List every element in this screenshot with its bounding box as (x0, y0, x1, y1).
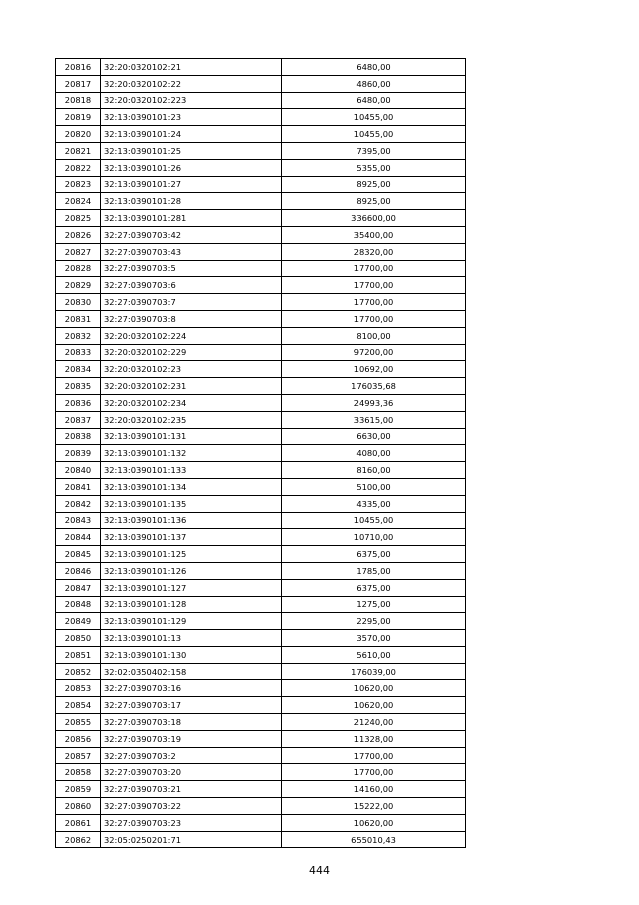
cadastral-number-cell: 32:27:0390703:19 (101, 730, 282, 747)
cadastral-number-cell: 32:27:0390703:5 (101, 260, 282, 277)
cadastral-number-cell: 32:27:0390703:7 (101, 294, 282, 311)
value-cell: 6480,00 (282, 59, 466, 76)
table-row (56, 226, 466, 243)
cadastral-number-cell: 32:27:0390703:21 (101, 781, 282, 798)
table-row (56, 344, 466, 361)
cadastral-number-cell: 32:13:0390101:132 (101, 445, 282, 462)
row-number-cell: 20862 (56, 831, 101, 848)
value-cell: 7395,00 (282, 142, 466, 159)
table-row (56, 310, 466, 327)
value-cell: 17700,00 (282, 277, 466, 294)
value-cell: 24993,36 (282, 394, 466, 411)
cadastral-number-cell: 32:13:0390101:28 (101, 193, 282, 210)
table-row (56, 411, 466, 428)
ledger-table (55, 58, 466, 848)
row-number-cell: 20850 (56, 630, 101, 647)
value-cell: 10710,00 (282, 529, 466, 546)
cadastral-number-cell: 32:27:0390703:20 (101, 764, 282, 781)
table-row (56, 260, 466, 277)
value-cell: 6480,00 (282, 92, 466, 109)
cadastral-number-cell: 32:02:0350402:158 (101, 663, 282, 680)
row-number-cell: 20844 (56, 529, 101, 546)
row-number-cell: 20830 (56, 294, 101, 311)
row-number-cell: 20822 (56, 159, 101, 176)
row-number-cell: 20832 (56, 327, 101, 344)
table-row (56, 714, 466, 731)
table-row (56, 495, 466, 512)
cadastral-number-cell: 32:27:0390703:2 (101, 747, 282, 764)
row-number-cell: 20820 (56, 126, 101, 143)
table-row (56, 277, 466, 294)
row-number-cell: 20843 (56, 512, 101, 529)
cadastral-number-cell: 32:13:0390101:129 (101, 613, 282, 630)
cadastral-number-cell: 32:20:0320102:23 (101, 361, 282, 378)
row-number-cell: 20852 (56, 663, 101, 680)
table-row (56, 764, 466, 781)
row-number-cell: 20849 (56, 613, 101, 630)
table-row (56, 798, 466, 815)
table-row (56, 210, 466, 227)
cadastral-number-cell: 32:20:0320102:21 (101, 59, 282, 76)
row-number-cell: 20846 (56, 562, 101, 579)
row-number-cell: 20839 (56, 445, 101, 462)
row-number-cell: 20853 (56, 680, 101, 697)
table-row (56, 730, 466, 747)
table-row (56, 378, 466, 395)
row-number-cell: 20859 (56, 781, 101, 798)
cadastral-number-cell: 32:27:0390703:43 (101, 243, 282, 260)
row-number-cell: 20827 (56, 243, 101, 260)
value-cell: 6375,00 (282, 579, 466, 596)
row-number-cell: 20861 (56, 814, 101, 831)
row-number-cell: 20854 (56, 697, 101, 714)
table-row (56, 663, 466, 680)
table-row (56, 630, 466, 647)
row-number-cell: 20845 (56, 546, 101, 563)
cadastral-number-cell: 32:20:0320102:229 (101, 344, 282, 361)
cadastral-number-cell: 32:13:0390101:136 (101, 512, 282, 529)
value-cell: 17700,00 (282, 260, 466, 277)
row-number-cell: 20817 (56, 75, 101, 92)
row-number-cell: 20828 (56, 260, 101, 277)
row-number-cell: 20835 (56, 378, 101, 395)
table-row (56, 126, 466, 143)
ledger-table-body (56, 59, 466, 848)
row-number-cell: 20831 (56, 310, 101, 327)
cadastral-number-cell: 32:27:0390703:8 (101, 310, 282, 327)
value-cell: 10455,00 (282, 512, 466, 529)
cadastral-number-cell: 32:05:0250201:71 (101, 831, 282, 848)
value-cell: 33615,00 (282, 411, 466, 428)
row-number-cell: 20824 (56, 193, 101, 210)
cadastral-number-cell: 32:13:0390101:23 (101, 109, 282, 126)
value-cell: 10620,00 (282, 814, 466, 831)
table-row (56, 680, 466, 697)
table-row (56, 361, 466, 378)
cadastral-number-cell: 32:13:0390101:125 (101, 546, 282, 563)
table-row (56, 478, 466, 495)
row-number-cell: 20836 (56, 394, 101, 411)
cadastral-number-cell: 32:20:0320102:235 (101, 411, 282, 428)
row-number-cell: 20855 (56, 714, 101, 731)
cadastral-number-cell: 32:27:0390703:23 (101, 814, 282, 831)
value-cell: 5355,00 (282, 159, 466, 176)
value-cell: 17700,00 (282, 764, 466, 781)
cadastral-number-cell: 32:27:0390703:17 (101, 697, 282, 714)
cadastral-number-cell: 32:20:0320102:223 (101, 92, 282, 109)
table-row (56, 142, 466, 159)
table-row (56, 747, 466, 764)
cadastral-number-cell: 32:13:0390101:135 (101, 495, 282, 512)
cadastral-number-cell: 32:13:0390101:131 (101, 428, 282, 445)
cadastral-number-cell: 32:13:0390101:281 (101, 210, 282, 227)
value-cell: 10620,00 (282, 680, 466, 697)
row-number-cell: 20851 (56, 646, 101, 663)
table-row (56, 814, 466, 831)
row-number-cell: 20819 (56, 109, 101, 126)
table-row (56, 529, 466, 546)
table-row (56, 193, 466, 210)
value-cell: 14160,00 (282, 781, 466, 798)
table-row (56, 596, 466, 613)
table-row (56, 546, 466, 563)
row-number-cell: 20818 (56, 92, 101, 109)
value-cell: 10455,00 (282, 126, 466, 143)
cadastral-number-cell: 32:13:0390101:133 (101, 462, 282, 479)
value-cell: 5610,00 (282, 646, 466, 663)
cadastral-number-cell: 32:13:0390101:130 (101, 646, 282, 663)
value-cell: 28320,00 (282, 243, 466, 260)
value-cell: 4335,00 (282, 495, 466, 512)
table-row (56, 176, 466, 193)
cadastral-number-cell: 32:27:0390703:22 (101, 798, 282, 815)
table-row (56, 109, 466, 126)
cadastral-number-cell: 32:13:0390101:24 (101, 126, 282, 143)
value-cell: 17700,00 (282, 310, 466, 327)
table-row (56, 327, 466, 344)
table-row (56, 562, 466, 579)
table-row (56, 613, 466, 630)
table-row (56, 428, 466, 445)
cadastral-number-cell: 32:20:0320102:234 (101, 394, 282, 411)
row-number-cell: 20826 (56, 226, 101, 243)
value-cell: 21240,00 (282, 714, 466, 731)
value-cell: 10692,00 (282, 361, 466, 378)
value-cell: 6375,00 (282, 546, 466, 563)
value-cell: 8925,00 (282, 193, 466, 210)
table-row (56, 394, 466, 411)
table-row (56, 294, 466, 311)
value-cell: 8100,00 (282, 327, 466, 344)
row-number-cell: 20825 (56, 210, 101, 227)
value-cell: 3570,00 (282, 630, 466, 647)
row-number-cell: 20834 (56, 361, 101, 378)
cadastral-number-cell: 32:13:0390101:26 (101, 159, 282, 176)
table-row (56, 512, 466, 529)
cadastral-number-cell: 32:27:0390703:42 (101, 226, 282, 243)
row-number-cell: 20848 (56, 596, 101, 613)
table-row (56, 831, 466, 848)
table-row (56, 646, 466, 663)
row-number-cell: 20857 (56, 747, 101, 764)
value-cell: 2295,00 (282, 613, 466, 630)
cadastral-number-cell: 32:13:0390101:25 (101, 142, 282, 159)
cadastral-number-cell: 32:27:0390703:18 (101, 714, 282, 731)
table-row (56, 781, 466, 798)
cadastral-number-cell: 32:13:0390101:13 (101, 630, 282, 647)
table-row (56, 579, 466, 596)
value-cell: 15222,00 (282, 798, 466, 815)
value-cell: 5100,00 (282, 478, 466, 495)
cadastral-number-cell: 32:13:0390101:127 (101, 579, 282, 596)
row-number-cell: 20858 (56, 764, 101, 781)
cadastral-number-cell: 32:13:0390101:27 (101, 176, 282, 193)
row-number-cell: 20823 (56, 176, 101, 193)
value-cell: 10455,00 (282, 109, 466, 126)
row-number-cell: 20829 (56, 277, 101, 294)
table-row (56, 159, 466, 176)
value-cell: 10620,00 (282, 697, 466, 714)
value-cell: 8160,00 (282, 462, 466, 479)
value-cell: 336600,00 (282, 210, 466, 227)
value-cell: 6630,00 (282, 428, 466, 445)
value-cell: 11328,00 (282, 730, 466, 747)
row-number-cell: 20833 (56, 344, 101, 361)
value-cell: 4080,00 (282, 445, 466, 462)
table-row (56, 75, 466, 92)
cadastral-number-cell: 32:13:0390101:134 (101, 478, 282, 495)
row-number-cell: 20816 (56, 59, 101, 76)
row-number-cell: 20840 (56, 462, 101, 479)
row-number-cell: 20847 (56, 579, 101, 596)
row-number-cell: 20842 (56, 495, 101, 512)
row-number-cell: 20821 (56, 142, 101, 159)
cadastral-number-cell: 32:20:0320102:22 (101, 75, 282, 92)
cadastral-number-cell: 32:27:0390703:6 (101, 277, 282, 294)
row-number-cell: 20837 (56, 411, 101, 428)
row-number-cell: 20841 (56, 478, 101, 495)
value-cell: 176039,00 (282, 663, 466, 680)
page-number: 444 (309, 864, 330, 877)
value-cell: 97200,00 (282, 344, 466, 361)
cadastral-number-cell: 32:13:0390101:128 (101, 596, 282, 613)
value-cell: 176035,68 (282, 378, 466, 395)
table-row (56, 697, 466, 714)
row-number-cell: 20838 (56, 428, 101, 445)
cadastral-number-cell: 32:27:0390703:16 (101, 680, 282, 697)
table-row (56, 243, 466, 260)
value-cell: 17700,00 (282, 747, 466, 764)
value-cell: 35400,00 (282, 226, 466, 243)
cadastral-number-cell: 32:20:0320102:224 (101, 327, 282, 344)
value-cell: 1275,00 (282, 596, 466, 613)
cadastral-number-cell: 32:13:0390101:137 (101, 529, 282, 546)
row-number-cell: 20856 (56, 730, 101, 747)
value-cell: 17700,00 (282, 294, 466, 311)
cadastral-number-cell: 32:13:0390101:126 (101, 562, 282, 579)
cadastral-number-cell: 32:20:0320102:231 (101, 378, 282, 395)
value-cell: 1785,00 (282, 562, 466, 579)
value-cell: 8925,00 (282, 176, 466, 193)
table-row (56, 445, 466, 462)
row-number-cell: 20860 (56, 798, 101, 815)
table-row (56, 59, 466, 76)
value-cell: 4860,00 (282, 75, 466, 92)
table-row (56, 462, 466, 479)
table-row (56, 92, 466, 109)
value-cell: 655010,43 (282, 831, 466, 848)
